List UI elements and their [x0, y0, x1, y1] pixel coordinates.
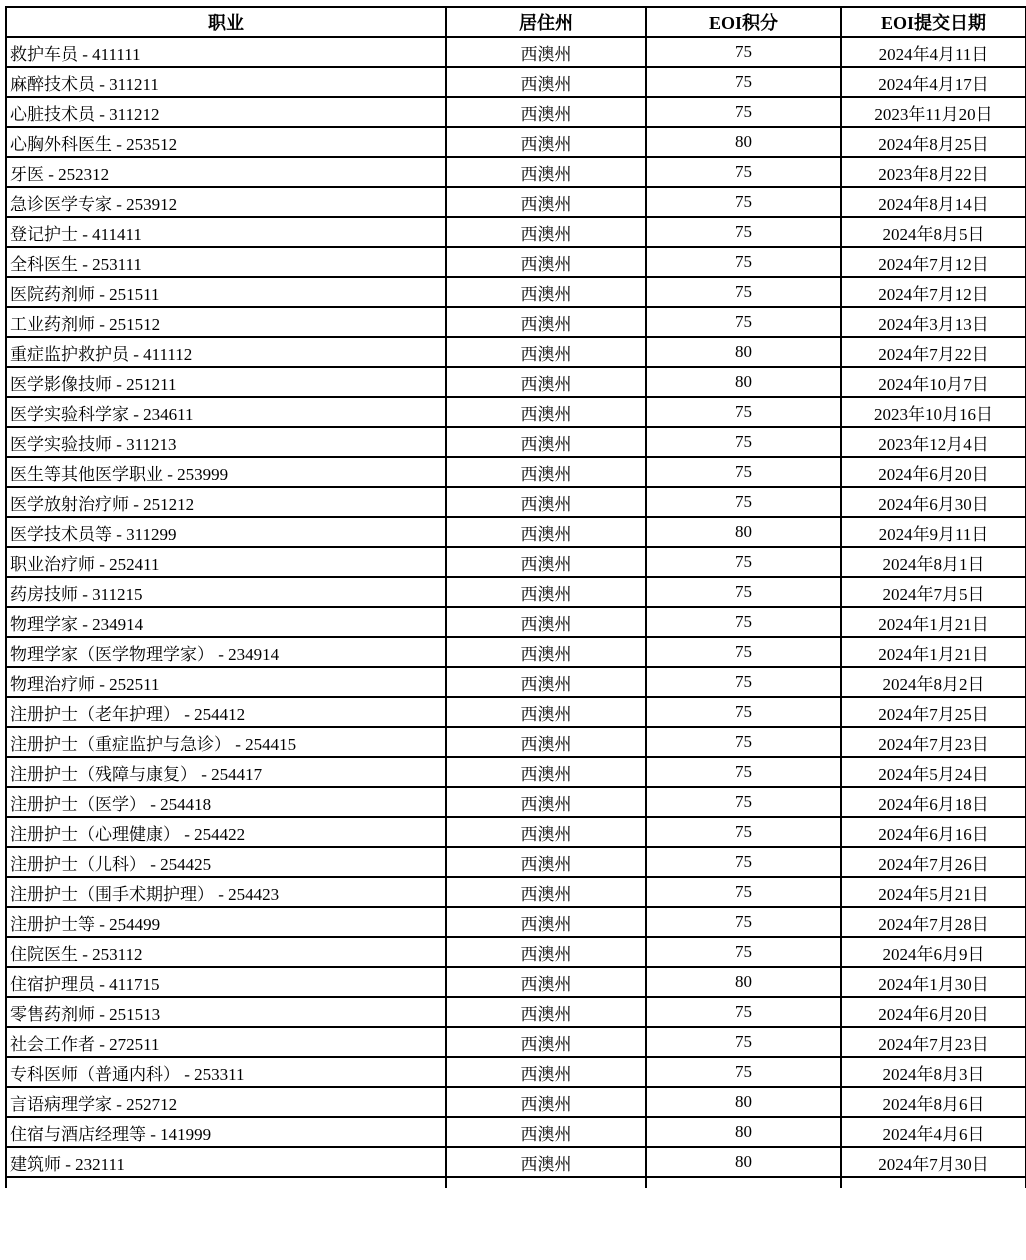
date-cell: 2024年9月11日	[841, 517, 1026, 547]
points-cell: 75	[646, 217, 841, 247]
occupation-cell: 零售药剂师 - 251513	[6, 997, 446, 1027]
points-cell: 75	[646, 757, 841, 787]
points-cell: 75	[646, 817, 841, 847]
points-cell: 75	[646, 937, 841, 967]
table-row	[6, 907, 1026, 937]
state-cell: 西澳州	[446, 577, 646, 607]
points-cell: 75	[646, 547, 841, 577]
state-cell: 西澳州	[446, 847, 646, 877]
state-cell: 西澳州	[446, 967, 646, 997]
points-cell: 80	[646, 1117, 841, 1147]
state-cell: 西澳州	[446, 1057, 646, 1087]
table-header-row	[6, 7, 1026, 37]
occupation-cell: 全科医生 - 253111	[6, 247, 446, 277]
table-row	[6, 847, 1026, 877]
state-cell: 西澳州	[446, 997, 646, 1027]
occupation-cell: 工业药剂师 - 251512	[6, 307, 446, 337]
state-cell: 西澳州	[446, 667, 646, 697]
header-occupation: 职业	[6, 7, 446, 37]
occupation-cell: 医学实验技师 - 311213	[6, 427, 446, 457]
date-cell: 2024年1月21日	[841, 607, 1026, 637]
date-cell: 2024年1月21日	[841, 637, 1026, 667]
points-cell: 75	[646, 427, 841, 457]
date-cell: 2024年8月2日	[841, 667, 1026, 697]
table-row	[6, 247, 1026, 277]
points-cell: 75	[646, 157, 841, 187]
state-cell: 西澳州	[446, 367, 646, 397]
table-row	[6, 397, 1026, 427]
occupation-cell: 注册护士（医学） - 254418	[6, 787, 446, 817]
date-cell: 2024年7月12日	[841, 247, 1026, 277]
occupation-cell: 注册护士（老年护理） - 254412	[6, 697, 446, 727]
date-cell: 2024年7月5日	[841, 577, 1026, 607]
points-cell: 80	[646, 337, 841, 367]
state-cell: 西澳州	[446, 277, 646, 307]
table-row	[6, 97, 1026, 127]
table-row	[6, 427, 1026, 457]
state-cell: 西澳州	[446, 67, 646, 97]
eoi-table	[5, 6, 1026, 1188]
points-cell: 75	[646, 847, 841, 877]
points-cell: 80	[646, 1147, 841, 1177]
date-cell: 2024年5月24日	[841, 757, 1026, 787]
occupation-cell: 物理学家（医学物理学家） - 234914	[6, 637, 446, 667]
occupation-cell: 重症监护救护员 - 411112	[6, 337, 446, 367]
date-cell: 2023年8月22日	[841, 157, 1026, 187]
occupation-cell: 医院药剂师 - 251511	[6, 277, 446, 307]
date-cell: 2024年8月14日	[841, 187, 1026, 217]
occupation-cell: 住宿与酒店经理等 - 141999	[6, 1117, 446, 1147]
occupation-cell: 职业治疗师 - 252411	[6, 547, 446, 577]
date-cell: 2024年6月9日	[841, 937, 1026, 967]
date-cell: 2024年6月20日	[841, 997, 1026, 1027]
occupation-cell: 登记护士 - 411411	[6, 217, 446, 247]
date-cell: 2024年7月25日	[841, 697, 1026, 727]
state-cell: 西澳州	[446, 547, 646, 577]
date-cell: 2023年11月20日	[841, 97, 1026, 127]
state-cell: 西澳州	[446, 697, 646, 727]
points-cell: 75	[646, 397, 841, 427]
occupation-cell: 物理治疗师 - 252511	[6, 667, 446, 697]
occupation-cell: 牙医 - 252312	[6, 157, 446, 187]
points-cell: 80	[646, 1087, 841, 1117]
date-cell: 2024年7月28日	[841, 907, 1026, 937]
table-row	[6, 487, 1026, 517]
date-cell: 2024年5月21日	[841, 877, 1026, 907]
date-cell: 2024年7月12日	[841, 277, 1026, 307]
occupation-cell: 心脏技术员 - 311212	[6, 97, 446, 127]
occupation-cell: 注册护士（心理健康） - 254422	[6, 817, 446, 847]
state-cell: 西澳州	[446, 127, 646, 157]
state-cell: 西澳州	[446, 157, 646, 187]
empty-cell	[446, 1177, 646, 1188]
occupation-cell: 住院医生 - 253112	[6, 937, 446, 967]
points-cell: 80	[646, 967, 841, 997]
points-cell: 80	[646, 517, 841, 547]
state-cell: 西澳州	[446, 457, 646, 487]
table-row	[6, 367, 1026, 397]
points-cell: 75	[646, 667, 841, 697]
table-row	[6, 1087, 1026, 1117]
date-cell: 2024年7月30日	[841, 1147, 1026, 1177]
table-row	[6, 697, 1026, 727]
points-cell: 75	[646, 997, 841, 1027]
points-cell: 75	[646, 247, 841, 277]
points-cell: 75	[646, 577, 841, 607]
date-cell: 2024年4月6日	[841, 1117, 1026, 1147]
points-cell: 75	[646, 457, 841, 487]
state-cell: 西澳州	[446, 307, 646, 337]
header-eoi-date: EOI提交日期	[841, 7, 1026, 37]
state-cell: 西澳州	[446, 877, 646, 907]
table-row	[6, 187, 1026, 217]
points-cell: 75	[646, 697, 841, 727]
table-row	[6, 757, 1026, 787]
occupation-cell: 医学放射治疗师 - 251212	[6, 487, 446, 517]
table-row	[6, 517, 1026, 547]
points-cell: 75	[646, 637, 841, 667]
occupation-cell: 医学实验科学家 - 234611	[6, 397, 446, 427]
occupation-cell: 医学影像技师 - 251211	[6, 367, 446, 397]
date-cell: 2024年7月23日	[841, 727, 1026, 757]
date-cell: 2024年4月11日	[841, 37, 1026, 67]
occupation-cell: 医生等其他医学职业 - 253999	[6, 457, 446, 487]
state-cell: 西澳州	[446, 907, 646, 937]
points-cell: 75	[646, 37, 841, 67]
state-cell: 西澳州	[446, 757, 646, 787]
points-cell: 75	[646, 307, 841, 337]
date-cell: 2024年4月17日	[841, 67, 1026, 97]
date-cell: 2024年1月30日	[841, 967, 1026, 997]
date-cell: 2024年6月18日	[841, 787, 1026, 817]
points-cell: 75	[646, 67, 841, 97]
date-cell: 2024年7月26日	[841, 847, 1026, 877]
state-cell: 西澳州	[446, 817, 646, 847]
occupation-cell: 医学技术员等 - 311299	[6, 517, 446, 547]
state-cell: 西澳州	[446, 637, 646, 667]
table-row	[6, 277, 1026, 307]
points-cell: 75	[646, 1027, 841, 1057]
date-cell: 2024年10月7日	[841, 367, 1026, 397]
state-cell: 西澳州	[446, 487, 646, 517]
points-cell: 75	[646, 607, 841, 637]
table-row-partial	[6, 1177, 1026, 1188]
occupation-cell: 言语病理学家 - 252712	[6, 1087, 446, 1117]
date-cell: 2024年8月3日	[841, 1057, 1026, 1087]
points-cell: 75	[646, 187, 841, 217]
state-cell: 西澳州	[446, 787, 646, 817]
table-row	[6, 1117, 1026, 1147]
table-row	[6, 457, 1026, 487]
occupation-cell: 急诊医学专家 - 253912	[6, 187, 446, 217]
state-cell: 西澳州	[446, 1027, 646, 1057]
table-row	[6, 787, 1026, 817]
header-eoi-points: EOI积分	[646, 7, 841, 37]
table-row	[6, 547, 1026, 577]
state-cell: 西澳州	[446, 247, 646, 277]
occupation-cell: 专科医师（普通内科） - 253311	[6, 1057, 446, 1087]
table-row	[6, 637, 1026, 667]
points-cell: 80	[646, 367, 841, 397]
points-cell: 75	[646, 877, 841, 907]
date-cell: 2024年6月20日	[841, 457, 1026, 487]
state-cell: 西澳州	[446, 97, 646, 127]
date-cell: 2024年8月25日	[841, 127, 1026, 157]
state-cell: 西澳州	[446, 937, 646, 967]
table-row	[6, 127, 1026, 157]
table-row	[6, 577, 1026, 607]
empty-cell	[646, 1177, 841, 1188]
table-row	[6, 157, 1026, 187]
table-row	[6, 337, 1026, 367]
occupation-cell: 建筑师 - 232111	[6, 1147, 446, 1177]
occupation-cell: 麻醉技术员 - 311211	[6, 67, 446, 97]
points-cell: 75	[646, 277, 841, 307]
points-cell: 75	[646, 727, 841, 757]
points-cell: 80	[646, 127, 841, 157]
date-cell: 2024年3月13日	[841, 307, 1026, 337]
occupation-cell: 社会工作者 - 272511	[6, 1027, 446, 1057]
occupation-cell: 心胸外科医生 - 253512	[6, 127, 446, 157]
table-row	[6, 67, 1026, 97]
header-state: 居住州	[446, 7, 646, 37]
state-cell: 西澳州	[446, 217, 646, 247]
occupation-cell: 物理学家 - 234914	[6, 607, 446, 637]
state-cell: 西澳州	[446, 517, 646, 547]
table-row	[6, 217, 1026, 247]
table-row	[6, 877, 1026, 907]
state-cell: 西澳州	[446, 1117, 646, 1147]
date-cell: 2024年7月23日	[841, 1027, 1026, 1057]
table-row	[6, 1057, 1026, 1087]
state-cell: 西澳州	[446, 1147, 646, 1177]
empty-cell	[6, 1177, 446, 1188]
points-cell: 75	[646, 1057, 841, 1087]
date-cell: 2024年6月30日	[841, 487, 1026, 517]
points-cell: 75	[646, 97, 841, 127]
date-cell: 2024年8月6日	[841, 1087, 1026, 1117]
date-cell: 2024年7月22日	[841, 337, 1026, 367]
table-body	[6, 37, 1026, 1188]
state-cell: 西澳州	[446, 607, 646, 637]
occupation-cell: 住宿护理员 - 411715	[6, 967, 446, 997]
occupation-cell: 注册护士等 - 254499	[6, 907, 446, 937]
table-row	[6, 997, 1026, 1027]
table-row	[6, 967, 1026, 997]
state-cell: 西澳州	[446, 187, 646, 217]
points-cell: 75	[646, 487, 841, 517]
table-row	[6, 1147, 1026, 1177]
table-row	[6, 37, 1026, 67]
occupation-cell: 药房技师 - 311215	[6, 577, 446, 607]
date-cell: 2024年8月1日	[841, 547, 1026, 577]
state-cell: 西澳州	[446, 37, 646, 67]
table-row	[6, 307, 1026, 337]
points-cell: 75	[646, 787, 841, 817]
table-row	[6, 937, 1026, 967]
occupation-cell: 注册护士（重症监护与急诊） - 254415	[6, 727, 446, 757]
date-cell: 2023年12月4日	[841, 427, 1026, 457]
table-row	[6, 727, 1026, 757]
state-cell: 西澳州	[446, 727, 646, 757]
occupation-cell: 注册护士（儿科） - 254425	[6, 847, 446, 877]
table-row	[6, 1027, 1026, 1057]
state-cell: 西澳州	[446, 1087, 646, 1117]
date-cell: 2023年10月16日	[841, 397, 1026, 427]
points-cell: 75	[646, 907, 841, 937]
occupation-cell: 注册护士（围手术期护理） - 254423	[6, 877, 446, 907]
table-row	[6, 667, 1026, 697]
empty-cell	[841, 1177, 1026, 1188]
table-row	[6, 817, 1026, 847]
table-row	[6, 607, 1026, 637]
state-cell: 西澳州	[446, 337, 646, 367]
occupation-cell: 救护车员 - 411111	[6, 37, 446, 67]
date-cell: 2024年8月5日	[841, 217, 1026, 247]
date-cell: 2024年6月16日	[841, 817, 1026, 847]
occupation-cell: 注册护士（残障与康复） - 254417	[6, 757, 446, 787]
state-cell: 西澳州	[446, 397, 646, 427]
state-cell: 西澳州	[446, 427, 646, 457]
